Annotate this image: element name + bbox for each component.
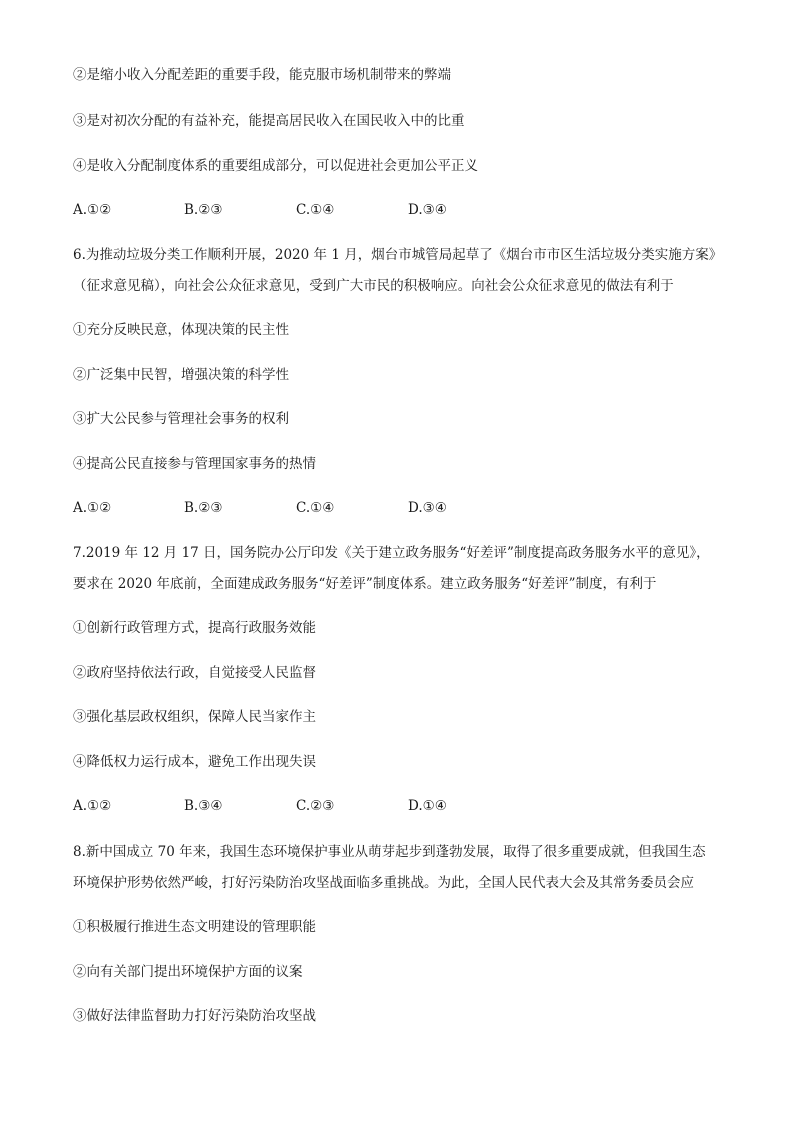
q8-stem-line-1: 8.新中国成立 70 年来，我国生态环境保护事业从萌芽起步到蓬勃发展，取得了很多重要成就，但我国生态 bbox=[73, 844, 706, 860]
q6-item-1: ①充分反映民意，体现决策的民主性 bbox=[73, 322, 289, 338]
q7-item-3: ③强化基层政权组织，保障人民当家作主 bbox=[73, 709, 316, 725]
q8-item-1: ①积极履行推进生态文明建设的管理职能 bbox=[73, 919, 316, 935]
q5-item-2: ②是缩小收入分配差距的重要手段，能克服市场机制带来的弊端 bbox=[73, 67, 451, 83]
q5-option-d: D.③④ bbox=[408, 202, 447, 218]
q8-item-3: ③做好法律监督助力打好污染防治攻坚战 bbox=[73, 1008, 316, 1024]
q6-option-b: B.②③ bbox=[184, 500, 223, 516]
q7-options bbox=[73, 797, 533, 815]
q6-item-3: ③扩大公民参与管理社会事务的权利 bbox=[73, 411, 289, 427]
q7-stem-line-1: 7.2019 年 12 月 17 日，国务院办公厅印发《关于建立政务服务“好差评”制度提高政务服务水平的意见》， bbox=[73, 545, 710, 561]
q6-item-2: ②广泛集中民智，增强决策的科学性 bbox=[73, 367, 289, 383]
q7-option-a: A.①② bbox=[73, 798, 112, 814]
q7-stem-line-2: 要求在 2020 年底前，全面建成政务服务“好差评”制度体系。建立政务服务“好差评”制度，有利于 bbox=[73, 576, 657, 592]
q5-item-4: ④是收入分配制度体系的重要组成部分，可以促进社会更加公平正义 bbox=[73, 158, 478, 174]
q6-option-c: C.①④ bbox=[296, 500, 335, 516]
q5-option-c: C.①④ bbox=[296, 202, 335, 218]
q7-option-c: C.②③ bbox=[296, 798, 335, 814]
q6-option-a: A.①② bbox=[73, 500, 112, 516]
q7-option-d: D.①④ bbox=[408, 798, 447, 814]
q7-option-b: B.③④ bbox=[184, 798, 223, 814]
q5-item-3: ③是对初次分配的有益补充，能提高居民收入在国民收入中的比重 bbox=[73, 113, 465, 129]
q6-options bbox=[73, 499, 533, 517]
q7-item-4: ④降低权力运行成本，避免工作出现失误 bbox=[73, 754, 316, 770]
q5-option-a: A.①② bbox=[73, 202, 112, 218]
q5-option-b: B.②③ bbox=[184, 202, 223, 218]
q6-stem-line-1: 6.为推动垃圾分类工作顺利开展，2020 年 1 月，烟台市城管局起草了《烟台市市区生活垃圾分类实施方案》 bbox=[73, 247, 723, 263]
q7-item-2: ②政府坚持依法行政，自觉接受人民监督 bbox=[73, 665, 316, 681]
q8-stem-line-2: 环境保护形势依然严峻，打好污染防治攻坚战面临多重挑战。为此，全国人民代表大会及其常务委员会应 bbox=[73, 875, 694, 891]
q8-item-2: ②向有关部门提出环境保护方面的议案 bbox=[73, 964, 303, 980]
q5-options bbox=[73, 201, 533, 219]
q7-item-1: ①创新行政管理方式，提高行政服务效能 bbox=[73, 620, 316, 636]
q6-item-4: ④提高公民直接参与管理国家事务的热情 bbox=[73, 456, 316, 472]
q6-option-d: D.③④ bbox=[408, 500, 447, 516]
q6-stem-line-2: （征求意见稿），向社会公众征求意见，受到广大市民的积极响应。向社会公众征求意见的做法有利于 bbox=[73, 278, 674, 294]
